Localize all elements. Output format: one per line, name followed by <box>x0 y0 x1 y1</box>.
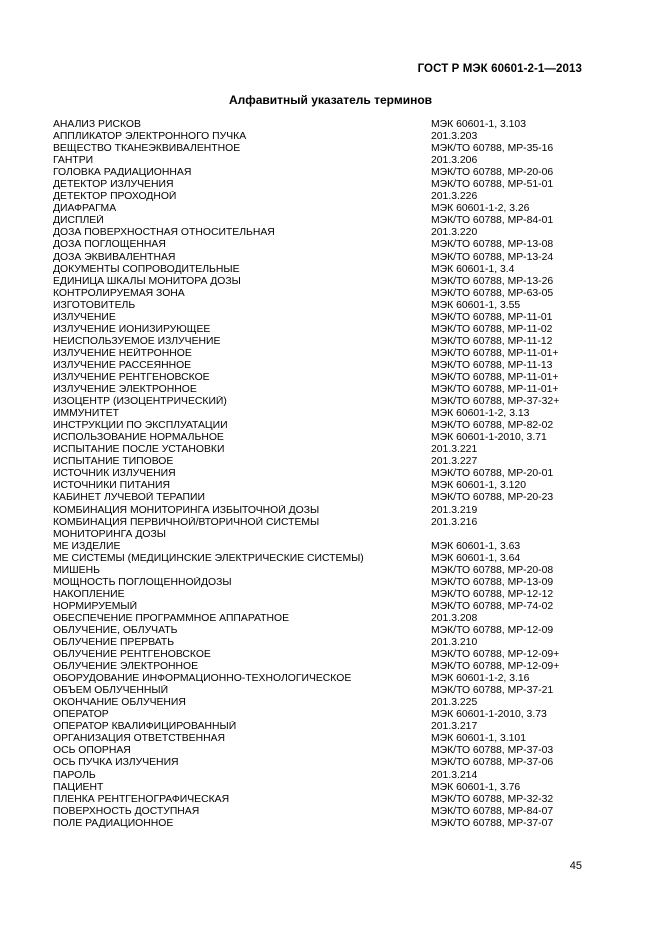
index-term: ПАРОЛЬ <box>53 769 96 781</box>
index-entry <box>53 227 593 239</box>
index-term: ОБЛУЧЕНИЕ РЕНТГЕНОВСКОЕ <box>53 649 211 661</box>
index-reference: МЭК 60601-1, 3.101 <box>431 733 526 745</box>
index-term: КОНТРОЛИРУЕМАЯ ЗОНА <box>53 287 185 299</box>
index-entry <box>53 312 593 324</box>
index-entry <box>53 818 593 830</box>
index-term: ДОЗА ПОВЕРХНОСТНАЯ ОТНОСИТЕЛЬНАЯ <box>53 227 275 239</box>
index-reference: МЭК/ТО 60788, МР-11-12 <box>431 335 553 347</box>
index-entry <box>53 264 593 276</box>
index-reference: МЭК/ТО 60788, МР-12-09+ <box>431 661 560 673</box>
index-reference: 201.3.219 <box>431 504 478 516</box>
index-term: МОЩНОСТЬ ПОГЛОЩЕННОЙДОЗЫ <box>53 576 232 588</box>
index-term: ДИСПЛЕЙ <box>53 215 104 227</box>
index-reference: 201.3.210 <box>431 637 478 649</box>
index-term: АНАЛИЗ РИСКОВ <box>53 119 141 130</box>
index-entry <box>53 553 593 565</box>
index-reference: 201.3.214 <box>431 769 478 781</box>
index-entry <box>53 167 593 179</box>
index-reference: МЭК/ТО 60788, МР-13-08 <box>431 239 554 251</box>
index-reference: МЭК/ТО 60788, МР-12-12 <box>431 588 554 600</box>
index-term: ИЗОЦЕНТР (ИЗОЦЕНТРИЧЕСКИЙ) <box>53 396 227 408</box>
index-entry <box>53 252 593 264</box>
index-term: ОСЬ ПУЧКА ИЗЛУЧЕНИЯ <box>53 757 179 769</box>
index-term: ЕДИНИЦА ШКАЛЫ МОНИТОРА ДОЗЫ <box>53 275 241 287</box>
page-title: Алфавитный указатель терминов <box>228 93 433 107</box>
index-term: ОПЕРАТОР КВАЛИФИЦИРОВАННЫЙ <box>53 721 237 733</box>
index-entry <box>53 757 593 769</box>
index-entry <box>53 276 593 288</box>
index-reference: 201.3.208 <box>431 612 478 624</box>
index-entry <box>53 589 593 601</box>
index-entry <box>53 721 593 733</box>
index-entry <box>53 131 593 143</box>
index-term: ИЗЛУЧЕНИЕ <box>53 311 116 323</box>
index-term: ИЗЛУЧЕНИЕ РАССЕЯННОЕ <box>53 359 192 371</box>
index-entry <box>53 637 593 649</box>
index-term: МЕ ИЗДЕЛИЕ <box>53 540 121 552</box>
index-reference: 201.3.206 <box>431 155 478 167</box>
index-term: ДОЗА ПОГЛОЩЕННАЯ <box>53 239 166 251</box>
index-reference: МЭК/ТО 60788, МР-13-26 <box>431 275 554 287</box>
index-reference: МЭК/ТО 60788, МР-74-02 <box>431 600 554 612</box>
index-term: ОРГАНИЗАЦИЯ ОТВЕТСТВЕННАЯ <box>53 733 226 745</box>
index-entry <box>53 697 593 709</box>
index-entry <box>53 191 593 203</box>
index-reference: МЭК 60601-1, 3.4 <box>431 263 515 275</box>
index-reference: МЭК 60601-1, 3.103 <box>431 119 526 130</box>
index-reference: МЭК/ТО 60788, МР-63-05 <box>431 287 554 299</box>
index-reference: 201.3.220 <box>431 227 478 239</box>
index-term: ПЛЕНКА РЕНТГЕНОГРАФИЧЕСКАЯ <box>53 793 230 805</box>
index-term: МИШЕНЬ <box>53 564 100 576</box>
index-entry <box>53 396 593 408</box>
index-reference: МЭК 60601-1-2, 3.13 <box>431 408 530 420</box>
index-entry <box>53 239 593 251</box>
index-entry <box>53 601 593 613</box>
index-entry <box>53 649 593 661</box>
index-term: ОКОНЧАНИЕ ОБЛУЧЕНИЯ <box>53 697 186 709</box>
index-reference: МЭК/ТО 60788, МР-37-03 <box>431 745 554 757</box>
index-entry <box>53 215 593 227</box>
index-reference: 201.3.225 <box>431 697 478 709</box>
index-term: ИСТОЧНИКИ ПИТАНИЯ <box>53 480 171 492</box>
index-entry <box>53 384 593 396</box>
index-entry <box>53 119 593 131</box>
index-entry <box>53 517 593 529</box>
index-term: ДЕТЕКТОР ПРОХОДНОЙ <box>53 191 177 203</box>
index-term: ИЗЛУЧЕНИЕ РЕНТГЕНОВСКОЕ <box>53 371 210 383</box>
index-term: ДИАФРАГМА <box>53 203 117 215</box>
index-entry <box>53 348 593 360</box>
index-term: ИЗГОТОВИТЕЛЬ <box>53 299 136 311</box>
index-term: ОПЕРАТОР <box>53 709 109 721</box>
index-term: ДОЗА ЭКВИВАЛЕНТНАЯ <box>53 251 176 263</box>
index-reference: МЭК 60601-1-2010, 3.73 <box>431 709 547 721</box>
index-term: ОБЛУЧЕНИЕ ПРЕРВАТЬ <box>53 637 175 649</box>
index-entry <box>53 288 593 300</box>
index-entry <box>53 143 593 155</box>
index-term: ДЕТЕКТОР ИЗЛУЧЕНИЯ <box>53 179 174 191</box>
index-term: КОМБИНАЦИЯ МОНИТОРИНГА ИЗБЫТОЧНОЙ ДОЗЫ <box>53 504 320 516</box>
index-entry <box>53 444 593 456</box>
index-term: ОБЛУЧЕНИЕ, ОБЛУЧАТЬ <box>53 624 178 636</box>
index-entry <box>53 408 593 420</box>
index-reference: МЭК/ТО 60788, МР-32-32 <box>431 793 554 805</box>
index-term: КОМБИНАЦИЯ ПЕРВИЧНОЙ/ВТОРИЧНОЙ СИСТЕМЫ <box>53 516 320 528</box>
index-entry <box>53 541 593 553</box>
index-term: КАБИНЕТ ЛУЧЕВОЙ ТЕРАПИИ <box>53 492 205 504</box>
index-reference: 201.3.216 <box>431 516 478 528</box>
index-term: ГАНТРИ <box>53 155 94 167</box>
index-entry <box>53 203 593 215</box>
index-reference: МЭК 60601-1-2, 3.26 <box>431 203 530 215</box>
index-term: НАКОПЛЕНИЕ <box>53 588 125 600</box>
index-reference: МЭК/ТО 60788, МР-20-08 <box>431 564 554 576</box>
index-reference: 201.3.203 <box>431 131 478 143</box>
index-term: ИСТОЧНИК ИЗЛУЧЕНИЯ <box>53 468 176 480</box>
index-entry <box>53 324 593 336</box>
index-reference: 201.3.226 <box>431 191 478 203</box>
index-reference: МЭК/ТО 60788, МР-37-06 <box>431 757 554 769</box>
index-reference: МЭК/ТО 60788, МР-20-01 <box>431 468 554 480</box>
index-reference: 201.3.221 <box>431 444 478 456</box>
index-entry <box>53 492 593 504</box>
index-entry <box>53 155 593 167</box>
index-entry <box>53 770 593 782</box>
index-entry <box>53 432 593 444</box>
index-entry <box>53 529 593 541</box>
index-term: ИСПОЛЬЗОВАНИЕ НОРМАЛЬНОЕ <box>53 432 224 444</box>
index-entry <box>53 336 593 348</box>
index-term: ОБЕСПЕЧЕНИЕ ПРОГРАММНОЕ АППАРАТНОЕ <box>53 612 290 624</box>
index-reference: МЭК 60601-1-2, 3.16 <box>431 673 530 685</box>
index-entry <box>53 360 593 372</box>
index-entry <box>53 613 593 625</box>
index-entry <box>53 456 593 468</box>
index-term: НОРМИРУЕМЫЙ <box>53 600 138 612</box>
index-reference: МЭК/ТО 60788, МР-11-13 <box>431 359 553 371</box>
index-term: ИСПЫТАНИЕ ПОСЛЕ УСТАНОВКИ <box>53 444 225 456</box>
index-reference: МЭК/ТО 60788, МР-84-07 <box>431 805 554 817</box>
index-term: ПОВЕРХНОСТЬ ДОСТУПНАЯ <box>53 805 200 817</box>
index-reference: МЭК/ТО 60788, МР-11-01+ <box>431 371 559 383</box>
index-reference: МЭК 60601-1, 3.64 <box>431 552 521 564</box>
index-reference: МЭК/ТО 60788, МР-84-01 <box>431 215 554 227</box>
index-entry <box>53 685 593 697</box>
index-reference: МЭК/ТО 60788, МР-51-01 <box>431 179 554 191</box>
index-reference: МЭК 60601-1-2010, 3.71 <box>431 432 547 444</box>
index-entry <box>53 733 593 745</box>
index-term: ИЗЛУЧЕНИЕ ЭЛЕКТРОННОЕ <box>53 384 197 396</box>
index-term: ОБОРУДОВАНИЕ ИНФОРМАЦИОННО-ТЕХНОЛОГИЧЕСКОЕ <box>53 673 352 685</box>
index-reference: МЭК/ТО 60788, МР-12-09 <box>431 624 554 636</box>
index-term: МЕ СИСТЕМЫ (МЕДИЦИНСКИЕ ЭЛЕКТРИЧЕСКИЕ СИСТЕМЫ) <box>53 552 364 564</box>
index-entry <box>53 709 593 721</box>
index-term: ПАЦИЕНТ <box>53 781 104 793</box>
index-term: ПОЛЕ РАДИАЦИОННОЕ <box>53 817 174 829</box>
index-term: ИЗЛУЧЕНИЕ ИОНИЗИРУЮЩЕЕ <box>53 323 211 335</box>
index-term: ИНСТРУКЦИИ ПО ЭКСПЛУАТАЦИИ <box>53 420 228 432</box>
index-reference: МЭК/ТО 60788, МР-11-01+ <box>431 347 559 359</box>
index-entry <box>53 565 593 577</box>
index-term: ОБЪЕМ ОБЛУЧЕННЫЙ <box>53 685 169 697</box>
index-entry <box>53 577 593 589</box>
index-entry <box>53 625 593 637</box>
index-reference: МЭК/ТО 60788, МР-13-24 <box>431 251 554 263</box>
index-term: ИСПЫТАНИЕ ТИПОВОЕ <box>53 456 174 468</box>
index-entry <box>53 673 593 685</box>
index-reference: МЭК/ТО 60788, МР-11-01+ <box>431 384 559 396</box>
index-term: ОБЛУЧЕНИЕ ЭЛЕКТРОННОЕ <box>53 661 199 673</box>
index-entry <box>53 468 593 480</box>
index-entry <box>53 300 593 312</box>
index-reference: МЭК/ТО 60788, МР-35-16 <box>431 143 554 155</box>
index-entry <box>53 745 593 757</box>
index-entry <box>53 505 593 517</box>
index-entry <box>53 661 593 673</box>
index-entry <box>53 806 593 818</box>
index-term: ИЗЛУЧЕНИЕ НЕЙТРОННОЕ <box>53 347 192 359</box>
index-reference: МЭК/ТО 60788, МР-13-09 <box>431 576 554 588</box>
index-term: ОСЬ ОПОРНАЯ <box>53 745 131 757</box>
index-reference: МЭК/ТО 60788, МР-11-02 <box>431 323 553 335</box>
index-reference: МЭК/ТО 60788, МР-37-21 <box>431 685 554 697</box>
index-reference: МЭК 60601-1, 3.120 <box>431 480 526 492</box>
index-reference: 201.3.217 <box>431 721 478 733</box>
index-entry <box>53 372 593 384</box>
terms-index-list <box>53 119 593 830</box>
index-reference: МЭК/ТО 60788, МР-12-09+ <box>431 649 560 661</box>
index-entry <box>53 782 593 794</box>
index-term: ВЕЩЕСТВО ТКАНЕЭКВИВАЛЕНТНОЕ <box>53 143 241 155</box>
index-reference: МЭК/ТО 60788, МР-37-32+ <box>431 396 560 408</box>
index-reference: 201.3.227 <box>431 456 478 468</box>
index-entry <box>53 179 593 191</box>
page-number: 45 <box>569 860 582 872</box>
index-reference: МЭК/ТО 60788, МР-20-23 <box>431 492 554 504</box>
index-reference: МЭК/ТО 60788, МР-20-06 <box>431 167 554 179</box>
index-reference: МЭК 60601-1, 3.76 <box>431 781 521 793</box>
index-term: НЕИСПОЛЬЗУЕМОЕ ИЗЛУЧЕНИЕ <box>53 335 221 347</box>
index-reference: МЭК 60601-1, 3.55 <box>431 299 521 311</box>
index-reference: МЭК/ТО 60788, МР-37-07 <box>431 817 554 829</box>
index-term: ИММУНИТЕТ <box>53 408 119 420</box>
index-term: АППЛИКАТОР ЭЛЕКТРОННОГО ПУЧКА <box>53 131 247 143</box>
index-term: ГОЛОВКА РАДИАЦИОННАЯ <box>53 167 192 179</box>
index-reference <box>431 529 593 541</box>
index-entry <box>53 420 593 432</box>
index-reference: МЭК 60601-1, 3.63 <box>431 540 521 552</box>
index-entry <box>53 794 593 806</box>
index-entry <box>53 480 593 492</box>
index-reference: МЭК/ТО 60788, МР-11-01 <box>431 311 553 323</box>
standard-designation: ГОСТ Р МЭК 60601-2-1—2013 <box>417 63 582 75</box>
index-term: ДОКУМЕНТЫ СОПРОВОДИТЕЛЬНЫЕ <box>53 263 240 275</box>
index-reference: МЭК/ТО 60788, МР-82-02 <box>431 420 554 432</box>
index-term: МОНИТОРИНГА ДОЗЫ <box>53 528 166 540</box>
